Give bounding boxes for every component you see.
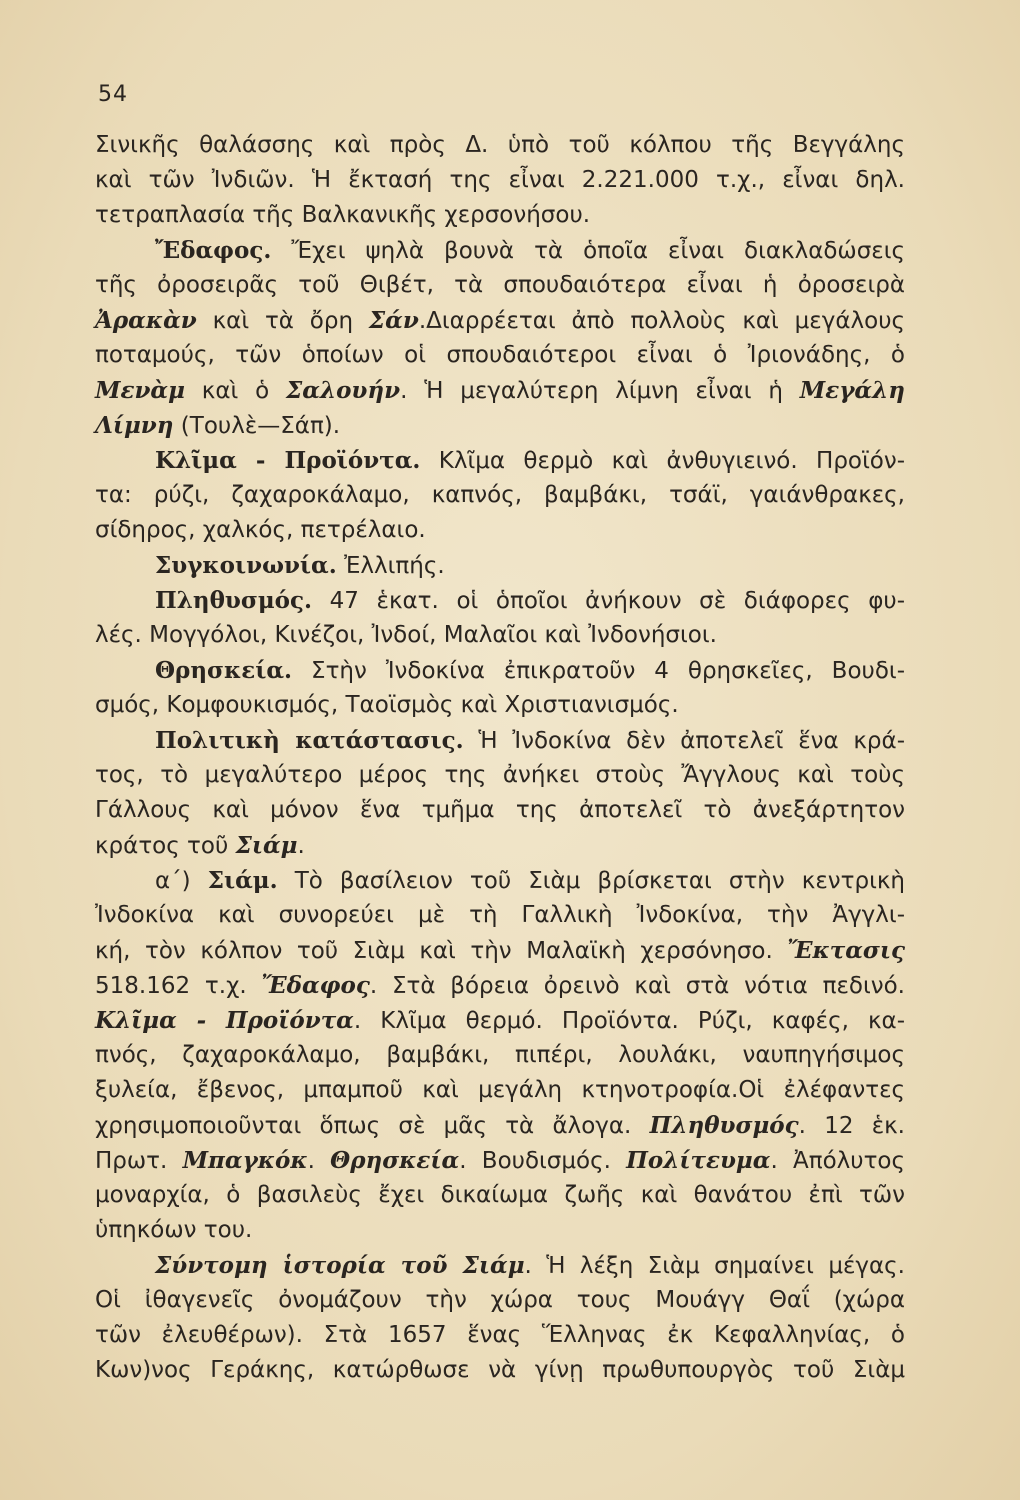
text-line — [95, 758, 905, 793]
text-segment: . — [307, 1148, 331, 1174]
text-segment: χρησιμοποιοῦνται ὅπως σὲ μᾶς τὰ ἄλογα. — [95, 1113, 650, 1139]
emphasized-text: Συγκοινωνία. — [155, 552, 337, 579]
text-segment: α΄) — [155, 868, 208, 894]
text-line — [95, 793, 905, 828]
text-segment: τος, τὸ μεγαλύτερο μέρος της ἀνήκει στοὺς Ἄγγλους καὶ τοὺς — [95, 762, 905, 788]
text-line — [95, 898, 905, 933]
text-segment: 518.162 τ.χ. — [95, 973, 262, 999]
text-segment: καὶ τὰ ὄρη — [196, 308, 369, 334]
emphasized-text: Πληθυσμός. — [155, 587, 313, 614]
emphasized-text: Θρησκεία. — [155, 657, 293, 684]
emphasized-text: Ἔδαφος. — [155, 237, 272, 264]
text-line — [95, 933, 905, 968]
emphasized-text: Σύντομη ἱστορία τοῦ Σιάμ — [155, 1252, 525, 1279]
text-segment: . Ἡ λέξη Σιὰμ σημαίνει μέγας. — [524, 1253, 905, 1279]
text-line — [95, 1283, 905, 1318]
text-line — [95, 128, 905, 163]
text-line — [95, 688, 905, 723]
text-line — [95, 303, 905, 338]
text-segment: 47 ἑκατ. οἱ ὁποῖοι ἀνήκουν σὲ διάφορες φυ- — [312, 588, 905, 614]
text-segment: . Κλῖμα θερμό. Προϊόντα. Ρύζι, καφές, κα- — [353, 1008, 906, 1034]
text-line — [95, 198, 905, 233]
text-segment: πνός, ζαχαροκάλαμο, βαμβάκι, πιπέρι, λουλάκι, ναυπηγήσιμος — [95, 1042, 905, 1068]
emphasized-text: Λίμνη — [95, 412, 174, 439]
text-segment: σμός, Κομφουκισμός, Ταοϊσμὸς καὶ Χριστιανισμός. — [95, 692, 679, 718]
emphasized-text: Σιάμ. — [207, 867, 278, 894]
text-segment: . Ἀπόλυτος — [770, 1148, 905, 1174]
text-line — [95, 723, 905, 758]
text-segment: Κλῖμα θερμὸ καὶ ἀνθυγιεινό. Προϊόν- — [420, 448, 905, 474]
text-line — [95, 1073, 905, 1108]
text-segment: Στὴν Ἰνδοκίνα ἐπικρατοῦν 4 θρησκεῖες, Βουδι- — [292, 658, 905, 684]
text-segment: . Στὰ βόρεια ὀρεινὸ καὶ στὰ νότια πεδινό. — [369, 973, 905, 999]
text-line — [95, 373, 905, 408]
page-number: 54 — [98, 82, 128, 107]
emphasized-text: Πολιτικὴ κατάστασις. — [155, 727, 464, 754]
text-line — [95, 828, 905, 863]
text-line — [95, 653, 905, 688]
text-line — [95, 443, 905, 478]
text-line — [95, 1038, 905, 1073]
text-line — [95, 268, 905, 303]
text-line — [95, 968, 905, 1003]
text-segment: . Ἡ μεγαλύτερη λίμνη εἶναι ἡ — [400, 378, 800, 404]
text-segment: . — [297, 833, 305, 859]
text-segment: Σινικῆς θαλάσσης καὶ πρὸς Δ. ὑπὸ τοῦ κόλπου τῆς Βεγγάλης — [95, 132, 905, 158]
text-segment: Ἰνδοκίνα καὶ συνορεύει μὲ τὴ Γαλλικὴ Ἰνδοκίνα, τὴν Ἀγγλι- — [95, 902, 905, 928]
emphasized-text: Μεγάλη — [799, 377, 905, 404]
text-line — [95, 163, 905, 198]
emphasized-text: Πληθυσμός — [649, 1112, 799, 1139]
emphasized-text: Κλῖμα - Προϊόντα. — [155, 447, 421, 474]
text-segment: τα: ρύζι, ζαχαροκάλαμο, καπνός, βαμβάκι, τσάϊ, γαιάνθρακες, — [95, 482, 905, 508]
text-line — [95, 408, 905, 443]
text-line — [95, 1213, 905, 1248]
text-segment: .Διαρρέεται ἀπὸ πολλοὺς καὶ μεγάλους — [418, 308, 905, 334]
text-line — [95, 338, 905, 373]
text-line — [95, 618, 905, 653]
emphasized-text: Πολίτευμα — [626, 1147, 771, 1174]
text-line — [95, 233, 905, 268]
text-line — [95, 1178, 905, 1213]
text-segment: ποταμούς, τῶν ὁποίων οἱ σπουδαιότεροι εἶναι ὁ Ἰριονάδης, ὁ — [95, 342, 905, 368]
text-segment: Ἐλλιπής. — [336, 553, 445, 579]
emphasized-text: Μπαγκόκ — [182, 1147, 308, 1174]
emphasized-text: Θρησκεία — [330, 1147, 460, 1174]
text-segment: ξυλεία, ἔβενος, μπαμποῦ καὶ μεγάλη κτηνοτροφία.Οἱ ἐλέφαντες — [95, 1077, 905, 1103]
emphasized-text: Ἔκτασις — [787, 937, 905, 964]
text-segment: λές. Μογγόλοι, Κινέζοι, Ἰνδοί, Μαλαῖοι καὶ Ἰνδονήσιοι. — [95, 622, 717, 648]
text-line — [95, 583, 905, 618]
text-line — [95, 1353, 905, 1388]
text-line — [95, 1003, 905, 1038]
text-segment: τετραπλασία τῆς Βαλκανικῆς χερσονήσου. — [95, 202, 591, 228]
text-line — [95, 1248, 905, 1283]
text-segment: Ἔχει ψηλὰ βουνὰ τὰ ὁποῖα εἶναι διακλαδώσεις — [271, 238, 905, 264]
text-line — [95, 1318, 905, 1353]
text-segment: τῶν ἐλευθέρων). Στὰ 1657 ἕνας Ἕλληνας ἐκ Κεφαλληνίας, ὁ — [95, 1322, 905, 1348]
text-line — [95, 513, 905, 548]
text-line — [95, 548, 905, 583]
text-segment: Ἡ Ἰνδοκίνα δὲν ἀποτελεῖ ἕνα κρά- — [463, 728, 905, 754]
text-segment: Πρωτ. — [95, 1148, 183, 1174]
text-line — [95, 1108, 905, 1143]
emphasized-text: Ἔδαφος — [261, 972, 370, 999]
text-segment: μοναρχία, ὁ βασιλεὺς ἔχει δικαίωμα ζωῆς καὶ θανάτου ἐπὶ τῶν — [95, 1182, 905, 1208]
text-line — [95, 1143, 905, 1178]
text-segment: Γάλλους καὶ μόνον ἕνα τμῆμα της ἀποτελεῖ τὸ ἀνεξάρτητον — [95, 797, 905, 823]
emphasized-text: Σιάμ — [235, 832, 298, 859]
emphasized-text: Ἀρακὰν — [95, 307, 197, 334]
text-segment: Τὸ βασίλειον τοῦ Σιὰμ βρίσκεται στὴν κεντρικὴ — [277, 868, 905, 894]
text-segment: ὑπηκόων του. — [95, 1217, 253, 1243]
text-segment: . Βουδισμός. — [459, 1148, 627, 1174]
text-segment: τῆς ὀροσειρᾶς τοῦ Θιβέτ, τὰ σπουδαιότερα εἶναι ἡ ὀροσειρὰ — [95, 272, 905, 298]
text-segment: Κων)νος Γεράκης, κατώρθωσε νὰ γίνῃ πρωθυπουργὸς τοῦ Σιὰμ — [95, 1357, 905, 1383]
emphasized-text: Σάν — [368, 307, 419, 334]
body-text — [95, 128, 905, 1388]
text-segment: καὶ ὁ — [184, 378, 286, 404]
text-segment: Οἱ ἰθαγενεῖς ὀνομάζουν τὴν χώρα τους Μουάγγ Θαΐ (χώρα — [95, 1287, 905, 1313]
text-segment: . 12 ἑκ. — [798, 1113, 905, 1139]
emphasized-text: Σαλουήν — [285, 377, 401, 404]
text-segment: καὶ τῶν Ἰνδιῶν. Ἡ ἔκτασή της εἶναι 2.221.000 τ.χ., εἶναι δηλ. — [95, 167, 905, 193]
text-segment: σίδηρος, χαλκός, πετρέλαιο. — [95, 517, 426, 543]
text-line — [95, 863, 905, 898]
text-segment: (Τουλὲ—Σάπ). — [173, 413, 341, 439]
emphasized-text: Μενὰμ — [95, 377, 185, 404]
text-segment: κράτος τοῦ — [95, 833, 236, 859]
emphasized-text: Κλῖμα - Προϊόντα — [95, 1007, 354, 1034]
text-segment: κή, τὸν κόλπον τοῦ Σιὰμ καὶ τὴν Μαλαϊκὴ χερσόνησο. — [95, 938, 788, 964]
text-line — [95, 478, 905, 513]
